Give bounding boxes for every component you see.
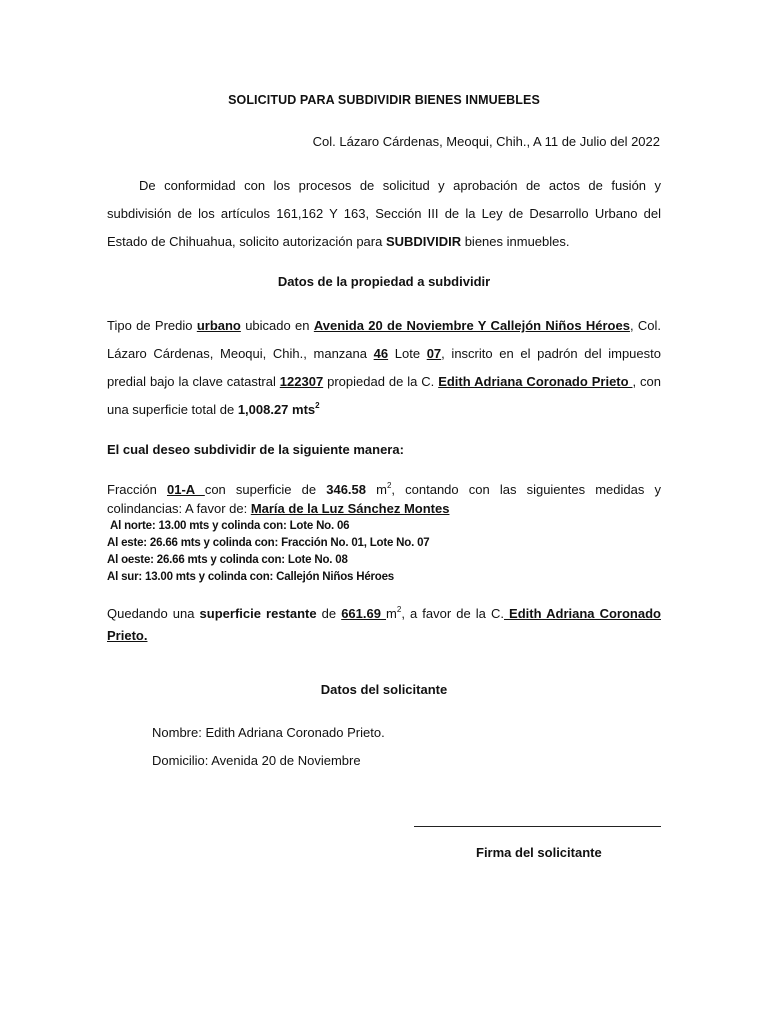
fraction-id: 01-A — [166, 482, 205, 497]
bound-east: Al este: 26.66 mts y colinda con: Fracción No. 01, Lote No. 07 — [107, 537, 430, 549]
fraction-text-4: , contando con las siguientes medidas y colindancias: A favor de: — [107, 482, 661, 516]
clave-catastral: 122307 — [279, 374, 324, 389]
property-text-7: , con una superficie total de — [107, 374, 661, 417]
area-superscript: 2 — [315, 401, 320, 410]
remaining-text-1: Quedando una — [107, 606, 200, 621]
property-heading: Datos de la propiedad a subdividir — [277, 274, 491, 289]
owner-name: Edith Adriana Coronado Prieto — [438, 374, 633, 389]
remaining-area: 661.69 — [341, 606, 387, 621]
document-title: SOLICITUD PARA SUBDIVIDIR BIENES INMUEBLES — [228, 93, 540, 107]
property-paragraph — [107, 312, 661, 424]
intro-text-a: De conformidad con los procesos de solicitud y aprobación de actos de fusión y subdivisión de los artículos 161,162 Y 163, Sección III de la Ley de Desarrollo Urbano del Estado de Chihuahua, solicito autorización para — [107, 178, 661, 249]
fraction-text-1: Fracción — [107, 482, 167, 497]
property-text-5: , inscrito en el padrón del impuesto predial bajo la clave catastral — [107, 346, 661, 389]
applicant-heading: Datos del solicitante — [320, 682, 448, 697]
intro-bold-subdividir: SUBDIVIDIR — [385, 234, 462, 249]
fraction-text-3: m — [366, 482, 387, 497]
bound-north: Al norte: 13.00 mts y colinda con: Lote No. 06 — [110, 520, 350, 532]
property-address: Avenida 20 de Noviembre Y Callejón Niños Héroes — [313, 318, 630, 333]
remaining-text-4: , a favor de la C. — [401, 606, 504, 621]
fraction-paragraph — [107, 480, 661, 586]
fraction-beneficiary: María de la Luz Sánchez Montes — [250, 501, 450, 516]
property-text-3: , Col. Lázaro Cárdenas, Meoqui, Chih., manzana — [107, 318, 662, 361]
subdivide-heading: El cual deseo subdividir de la siguiente manera: — [107, 442, 404, 457]
total-area: 1,008.27 mts — [237, 402, 316, 417]
signature-line — [414, 826, 661, 827]
signature-label: Firma del solicitante — [476, 845, 602, 860]
bound-south: Al sur: 13.00 mts y colinda con: Callejón Niños Héroes — [107, 571, 395, 583]
remaining-paragraph — [107, 603, 661, 647]
intro-paragraph — [107, 172, 661, 256]
remaining-bold: superficie restante — [199, 606, 317, 621]
manzana-number: 46 — [373, 346, 389, 361]
remaining-owner: Edith Adriana Coronado Prieto. — [107, 606, 661, 643]
place-date: Col. Lázaro Cárdenas, Meoqui, Chih., A 11 de Julio del 2022 — [312, 134, 660, 149]
remaining-text-2: de — [316, 606, 342, 621]
remaining-superscript: 2 — [396, 605, 402, 614]
fraction-superscript: 2 — [386, 481, 392, 490]
fraction-area: 346.58 — [326, 482, 366, 497]
intro-text-b: bienes inmuebles. — [461, 234, 570, 249]
property-text-6: propiedad de la C. — [323, 374, 439, 389]
property-text-1: Tipo de Predio — [107, 318, 197, 333]
fraction-text-2: con superficie de — [204, 482, 327, 497]
applicant-address: Domicilio: Avenida 20 de Noviembre — [152, 753, 361, 768]
property-text-2: ubicado en — [240, 318, 314, 333]
property-text-4: Lote — [388, 346, 427, 361]
bound-west: Al oeste: 26.66 mts y colinda con: Lote No. 08 — [107, 554, 348, 566]
predio-type: urbano — [196, 318, 241, 333]
remaining-text-3: m — [386, 606, 397, 621]
lote-number: 07 — [426, 346, 442, 361]
applicant-name: Nombre: Edith Adriana Coronado Prieto. — [152, 725, 385, 740]
